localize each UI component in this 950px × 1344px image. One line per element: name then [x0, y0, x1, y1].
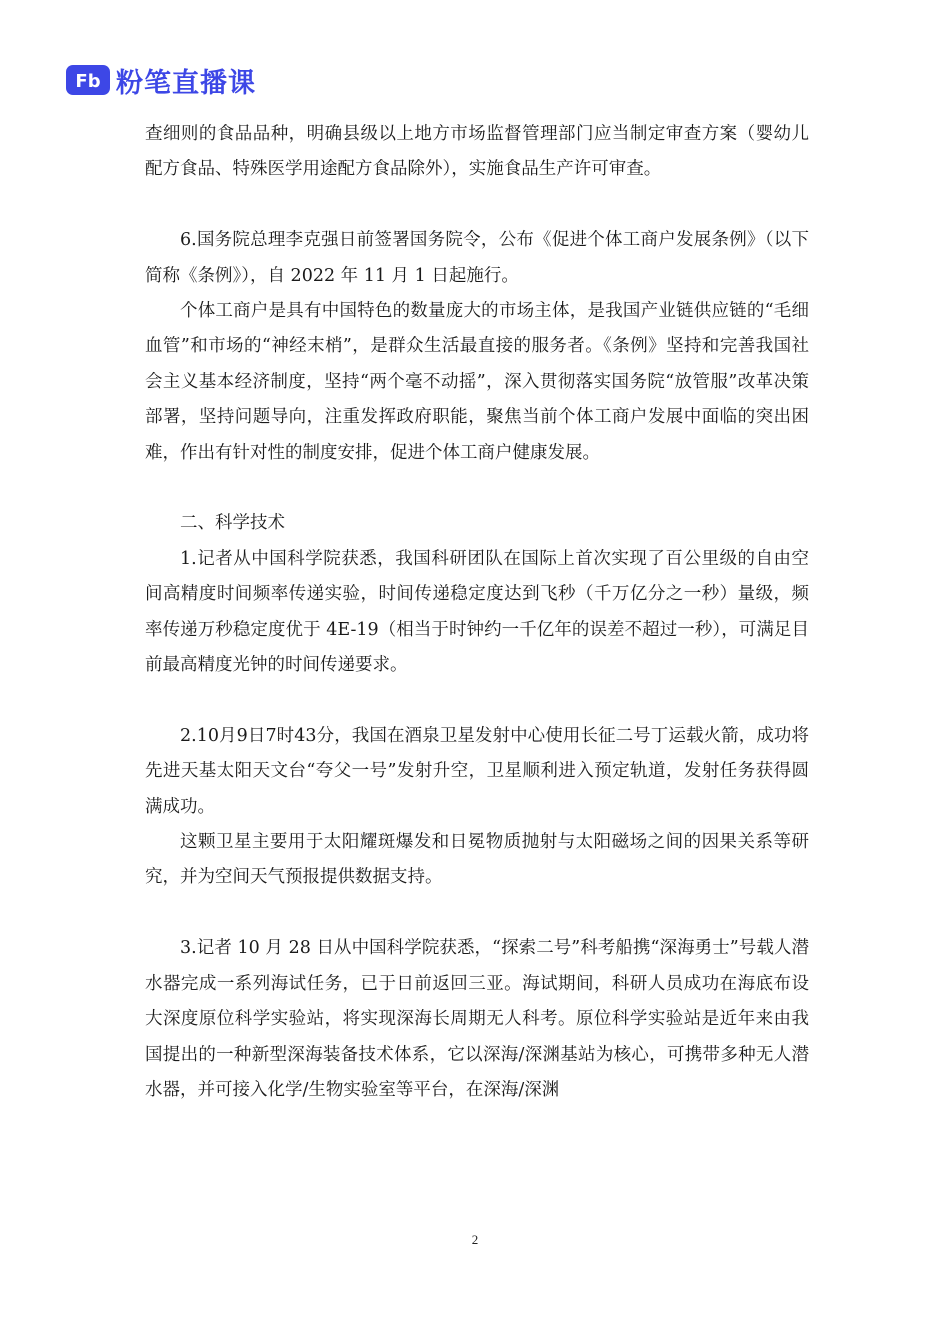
section-heading: 二、科学技术 [180, 513, 285, 534]
page-header [66, 62, 256, 98]
logo-mark-text: Fb [75, 71, 101, 92]
paragraph: 这颗卫星主要用于太阳耀斑爆发和日冕物质抛射与太阳磁场之间的因果关系等研究，并为空间天气预报提供数据支持。 [145, 832, 809, 888]
paragraph: 3.记者 10 月 28 日从中国科学院获悉，“探索二号”科考船携“深海勇士”号载人潜水器完成一系列海试任务，已于日前返回三亚。海试期间，科研人员成功在海底布设大深度原位科学实验站，将实现深海长周期无人科考。原位科学实验站是近年来由我国提出的一种新型深海装备技术体系，它以深海/深渊基站为核心，可携带多种无人潜水器，并可接入化学/生物实验室等平台，在深海/深渊 [145, 938, 809, 1100]
paragraph: 1.记者从中国科学院获悉，我国科研团队在国际上首次实现了百公里级的自由空间高精度时间频率传递实验，时间传递稳定度达到飞秒（千万亿分之一秒）量级，频率传递万秒稳定度优于 4E-19（相当于时钟约一千亿年的误差不超过一秒），可满足目前最高精度光钟的时间传递要求。 [145, 548, 809, 676]
page-number: 2 [471, 1232, 479, 1247]
paragraph: 个体工商户是具有中国特色的数量庞大的市场主体，是我国产业链供应链的“毛细血管”和市场的“神经末梢”，是群众生活最直接的服务者。《条例》坚持和完善我国社会主义基本经济制度，坚持“两个毫不动摇”，深入贯彻落实国务院“放管服”改革决策部署，坚持问题导向，注重发挥政府职能，聚焦当前个体工商户发展中面临的突出困难，作出有针对性的制度安排，促进个体工商户健康发展。 [145, 301, 809, 463]
paragraph: 6.国务院总理李克强日前签署国务院令，公布《促进个体工商户发展条例》（以下简称《条例》），自 2022 年 11 月 1 日起施行。 [145, 230, 809, 286]
paragraph: 查细则的食品品种，明确县级以上地方市场监督管理部门应当制定审查方案（婴幼儿配方食品、特殊医学用途配方食品除外），实施食品生产许可审查。 [145, 124, 809, 180]
fenbi-logo-icon [66, 65, 110, 95]
brand-name: 粉笔直播课 [116, 67, 256, 99]
paragraph: 2.10月9日7时43分，我国在酒泉卫星发射中心使用长征二号丁运载火箭，成功将先进天基太阳天文台“夸父一号”发射升空，卫星顺利进入预定轨道，发射任务获得圆满成功。 [145, 725, 809, 817]
document-body [145, 117, 809, 1108]
